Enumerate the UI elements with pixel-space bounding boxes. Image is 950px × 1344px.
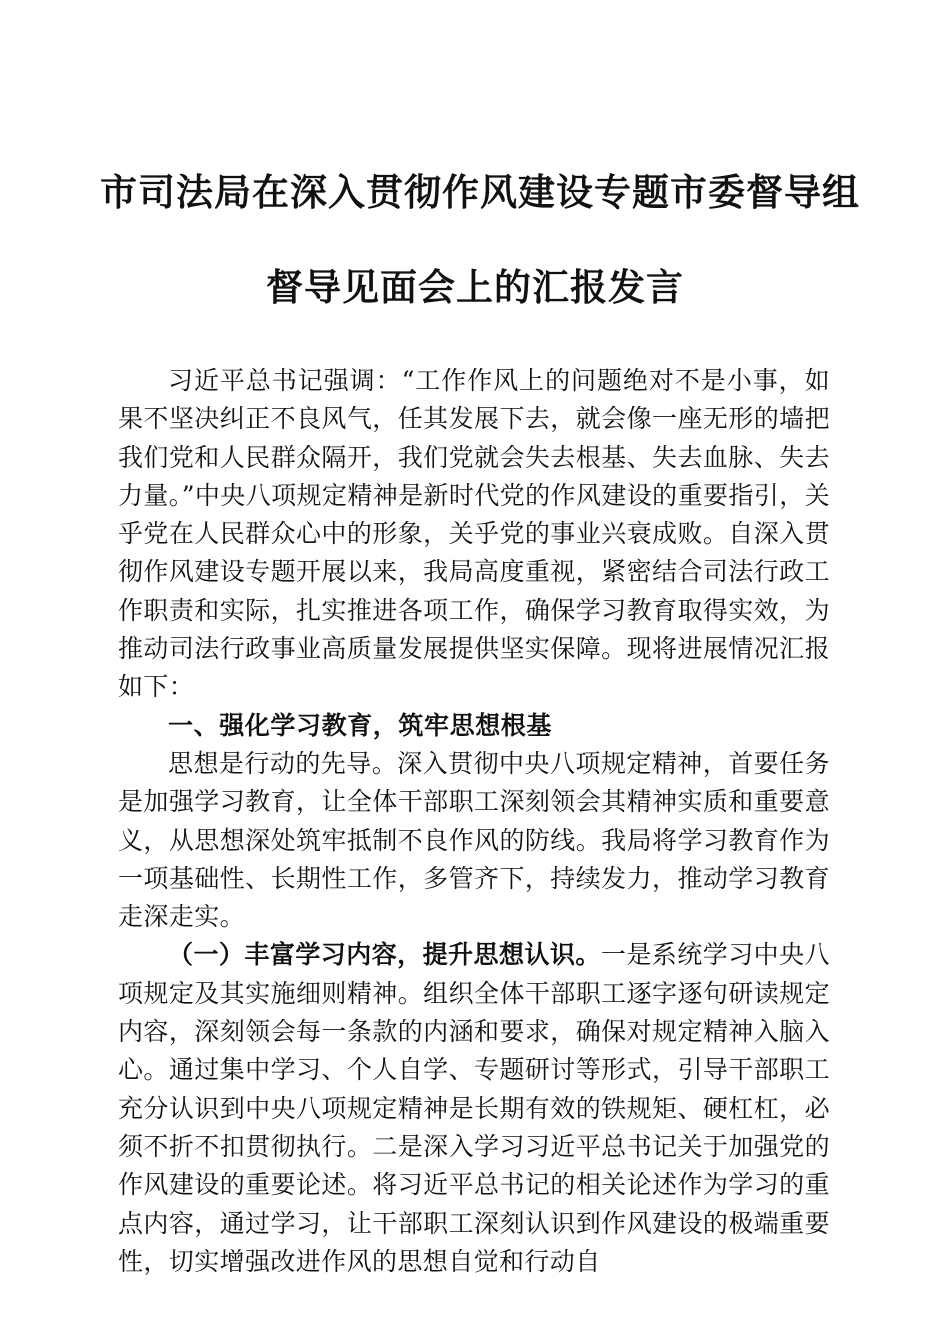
section-heading-1: 一、强化学习教育，筑牢思想根基	[168, 710, 553, 740]
subsection-heading-1: （一）丰富学习内容，提升思想认识。	[168, 940, 601, 970]
document-title-line-1: 市司法局在深入贯彻作风建设专题市委督导组	[100, 170, 860, 214]
intro-paragraph: 习近平总书记强调：“工作作风上的问题绝对不是小事，如果不坚决纠正不良风气，任其发展下去，就会像一座无形的墙把我们党和人民群众隔开，我们党就会失去根基、失去血脉、失去力量。”中央八项规定精神是新时代党的作风建设的重要指引，关乎党在人民群众心中的形象，关乎党的事业兴衰成败。自深入贯彻作风建设专题开展以来，我局高度重视，紧密结合司法行政工作职责和实际，扎实推进各项工作，确保学习教育取得实效，为推动司法行政事业高质量发展提供坚实保障。现将进展情况汇报如下：	[118, 366, 830, 702]
document-body	[118, 362, 830, 1281]
subsection-1-paragraph	[118, 936, 830, 1281]
document-title-line-2: 督导见面会上的汇报发言	[266, 265, 684, 309]
section-1-paragraph: 思想是行动的先导。深入贯彻中央八项规定精神，首要任务是加强学习教育，让全体干部职工深刻领会其精神实质和重要意义，从思想深处筑牢抵制不良作风的防线。我局将学习教育作为一项基础性、长期性工作，多管齐下，持续发力，推动学习教育走深走实。	[118, 748, 830, 932]
subsection-1-text: 一是系统学习中央八项规定及其实施细则精神。组织全体干部职工逐字逐句研读规定内容，深刻领会每一条款的内涵和要求，确保对规定精神入脑入心。通过集中学习、个人自学、专题研讨等形式，引导干部职工充分认识到中央八项规定精神是长期有效的铁规矩、硬杠杠，必须不折不扣贯彻执行。二是深入学习习近平总书记关于加强党的作风建设的重要论述。将习近平总书记的相关论述作为学习的重点内容，通过学习，让干部职工深刻认识到作风建设的极端重要性，切实增强改进作风的思想自觉和行动自	[118, 940, 830, 1276]
